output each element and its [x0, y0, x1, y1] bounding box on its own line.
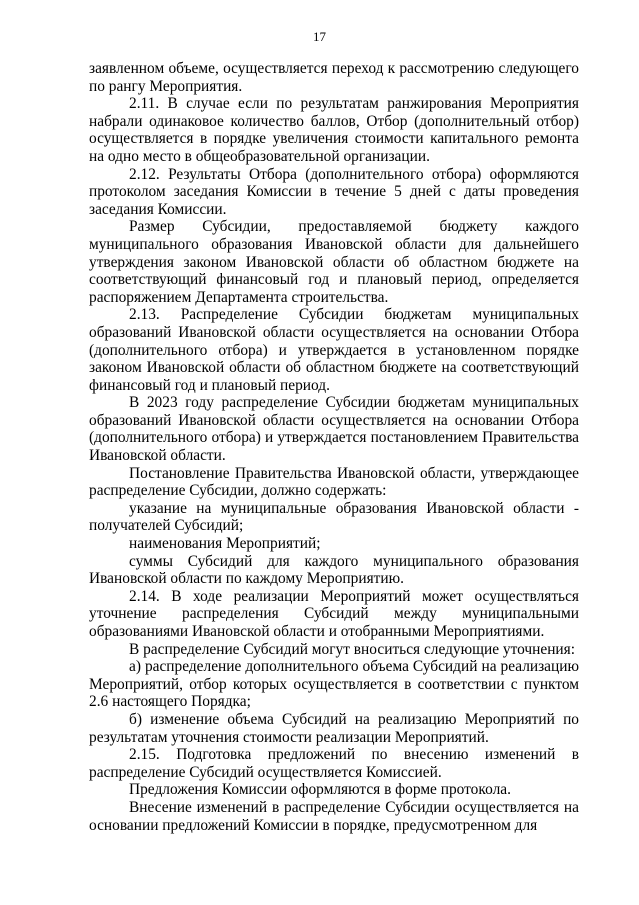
document-body [89, 60, 579, 834]
paragraph-2-14: 2.14. В ходе реализации Мероприятий может осуществляться уточнение распределения Субсидий между муниципальными образованиями Ивановской области и отобранными Мероприятиями. [89, 587, 579, 640]
paragraph-2-12: 2.12. Результаты Отбора (дополнительного отбора) оформляются протоколом заседания Комиссии в течение 5 дней с даты проведения заседания Комиссии. [89, 165, 579, 218]
paragraph-2023-distribution: В 2023 году распределение Субсидии бюджетам муниципальных образований Ивановской области осуществляется на основании Отбора (дополнительного отбора) и утверждается постановлением Правительства Ивановской области. [89, 394, 579, 465]
paragraph-continuation: заявленном объеме, осуществляется переход к рассмотрению следующего по рангу Мероприятия. [89, 60, 579, 95]
list-item-recipients: указание на муниципальные образования Ивановской области - получателей Субсидий; [89, 499, 579, 535]
paragraph-commission-protocol: Предложения Комиссии оформляются в форме протокола. [129, 781, 511, 799]
paragraph-2-15: 2.15. Подготовка предложений по внесению изменений в распределение Субсидий осуществляется Комиссией. [89, 746, 579, 781]
list-item-event-names: наименования Мероприятий; [129, 535, 321, 553]
paragraph-resolution-contents: Постановление Правительства Ивановской области, утверждающее распределение Субсидии, должно содержать: [89, 464, 579, 500]
list-item-a: а) распределение дополнительного объема Субсидий на реализацию Мероприятий, отбор которых осуществляется в соответствии с пунктом 2.6 настоящего Порядка; [89, 658, 579, 711]
page-number: 17 [313, 29, 326, 44]
list-item-b: б) изменение объема Субсидий на реализацию Мероприятий по результатам уточнения стоимости реализации Мероприятий. [89, 710, 579, 746]
paragraph-clarifications: В распределение Субсидий могут вноситься следующие уточнения: [129, 640, 576, 658]
paragraph-amendments: Внесение изменений в распределение Субсидии осуществляется на основании предложений Комиссии в порядке, предусмотренном для [89, 798, 579, 834]
list-item-subsidy-amounts: суммы Субсидий для каждого муниципального образования Ивановской области по каждому Мероприятию. [89, 552, 579, 588]
paragraph-2-13: 2.13. Распределение Субсидии бюджетам муниципальных образований Ивановской области осуществляется на основании Отбора (дополнительного отбора) и утверждается в установленном порядке законом Ивановской области об областном бюджете на соответствующий финансовый год и плановый период. [89, 306, 579, 394]
paragraph-subsidy-size: Размер Субсидии, предоставляемой бюджету каждого муниципального образования Ивановской области для дальнейшего утверждения законом Ивановской области об областном бюджете на соответствующий финансовый год и плановый период, определяется распоряжением Департамента строительства. [89, 218, 579, 306]
paragraph-2-11: 2.11. В случае если по результатам ранжирования Мероприятия набрали одинаковое количество баллов, Отбор (дополнительный отбор) осуществляется в порядке увеличения стоимости капитального ремонта на одно место в общеобразовательной организации. [89, 95, 579, 165]
